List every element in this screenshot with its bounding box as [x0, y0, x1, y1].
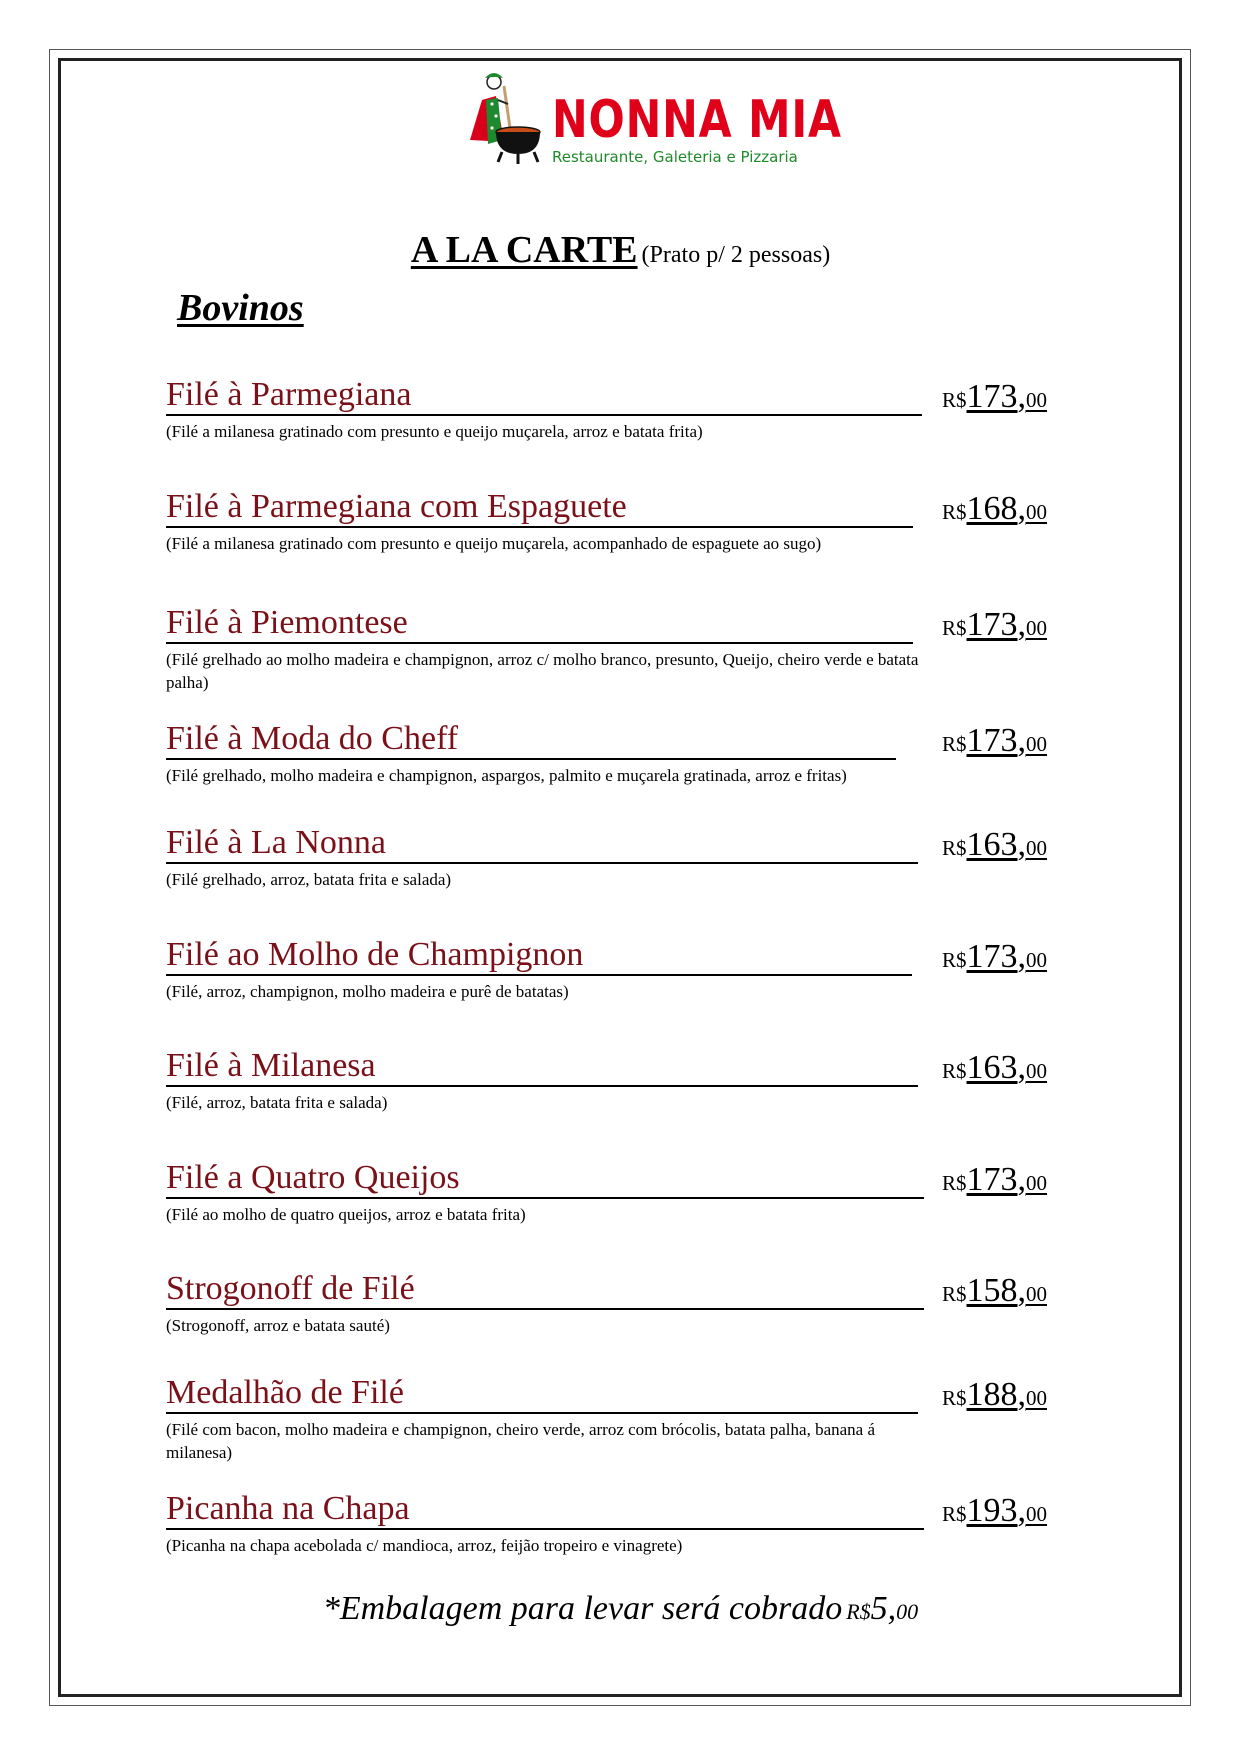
item-price: R$193,00 — [942, 1492, 1048, 1529]
item-price: R$173,00 — [942, 722, 1048, 759]
item-description: (Filé a milanesa gratinado com presunto e queijo muçarela, arroz e batata frita) — [166, 422, 703, 441]
menu-item — [166, 718, 1066, 787]
item-description: (Filé grelhado ao molho madeira e champignon, arroz c/ molho branco, presunto, Queijo, cheiro verde e batata palha) — [166, 650, 919, 692]
item-name: Filé à Parmegiana — [166, 376, 412, 413]
menu-item — [166, 374, 1066, 443]
item-name: Medalhão de Filé — [166, 1374, 404, 1411]
takeaway-fee-note: *Embalagem para levar será cobrado R$5,00 — [322, 1590, 919, 1627]
item-name: Filé à Parmegiana com Espaguete — [166, 488, 627, 525]
item-description: (Filé ao molho de quatro queijos, arroz e batata frita) — [166, 1205, 526, 1224]
item-name: Filé à Moda do Cheff — [166, 720, 459, 757]
item-description: (Filé com bacon, molho madeira e champignon, cheiro verde, arroz com brócolis, batata palha, banana á milanesa) — [166, 1420, 875, 1462]
item-description: (Filé, arroz, champignon, molho madeira e purê de batatas) — [166, 982, 569, 1001]
item-price: R$163,00 — [942, 826, 1048, 863]
item-price: R$158,00 — [942, 1272, 1048, 1309]
item-description: (Filé a milanesa gratinado com presunto e queijo muçarela, acompanhado de espaguete ao sugo) — [166, 534, 822, 553]
brand-tagline: Restaurante, Galeteria e Pizzaria — [552, 148, 798, 166]
item-description: (Strogonoff, arroz e batata sauté) — [166, 1316, 390, 1335]
menu-item — [166, 1488, 1066, 1557]
menu-title — [0, 228, 1241, 272]
brand-name: NONNA MIA — [552, 90, 842, 150]
item-description: (Filé grelhado, molho madeira e champignon, aspargos, palmito e muçarela gratinada, arroz e fritas) — [166, 766, 847, 785]
item-price: R$168,00 — [942, 490, 1048, 527]
title-main: A LA CARTE — [410, 229, 638, 271]
item-price: R$188,00 — [942, 1376, 1048, 1413]
item-description: (Filé grelhado, arroz, batata frita e salada) — [166, 870, 452, 889]
item-price: R$173,00 — [942, 1161, 1048, 1198]
menu-item — [166, 1045, 1066, 1114]
item-name: Picanha na Chapa — [166, 1490, 410, 1527]
menu-item — [166, 602, 1066, 694]
menu-item — [166, 934, 1066, 1003]
item-name: Filé ao Molho de Champignon — [166, 936, 584, 973]
menu-item — [166, 486, 1066, 555]
menu-item — [166, 1268, 1066, 1337]
item-name: Strogonoff de Filé — [166, 1270, 415, 1307]
item-name: Filé à Piemontese — [166, 604, 408, 641]
item-price: R$173,00 — [942, 938, 1048, 975]
title-sub: (Prato p/ 2 pessoas) — [641, 242, 831, 268]
menu-item — [166, 822, 1066, 891]
item-name: Filé a Quatro Queijos — [166, 1159, 460, 1196]
item-description: (Picanha na chapa acebolada c/ mandioca, arroz, feijão tropeiro e vinagrete) — [166, 1536, 683, 1555]
item-description: (Filé, arroz, batata frita e salada) — [166, 1093, 388, 1112]
item-name: Filé à Milanesa — [166, 1047, 376, 1084]
item-price: R$173,00 — [942, 606, 1048, 643]
item-price: R$163,00 — [942, 1049, 1048, 1086]
menu-item — [166, 1157, 1066, 1226]
menu-item — [166, 1372, 1066, 1464]
category-heading: Bovinos — [177, 287, 304, 329]
item-name: Filé à La Nonna — [166, 824, 386, 861]
item-price: R$173,00 — [942, 378, 1048, 415]
